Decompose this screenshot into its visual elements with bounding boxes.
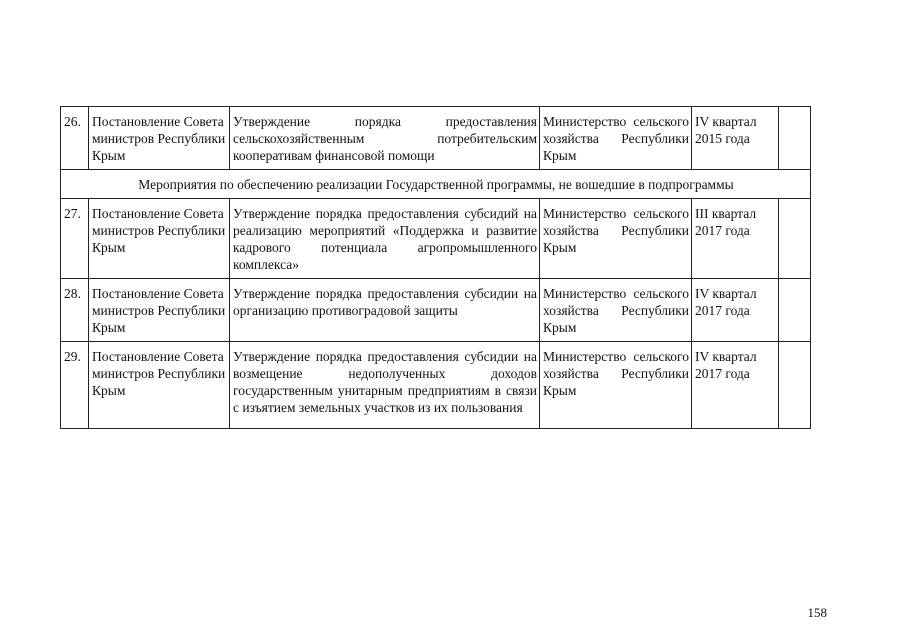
- row-number: 26.: [61, 107, 89, 170]
- document-type: Постановление Совета министров Республики Крым: [89, 279, 230, 342]
- responsible-executor: Министерство сельского хозяйства Республики Крым: [540, 107, 692, 170]
- table-row: [61, 279, 811, 342]
- document-content: Утверждение порядка предоставления субсидии на возмещение недополученных доходов государственным унитарным предприятиям в связи с изъятием земельных участков из их пользования: [230, 342, 540, 429]
- deadline: III квартал 2017 года: [692, 199, 779, 279]
- measures-table: [60, 106, 811, 429]
- empty-cell: [779, 279, 811, 342]
- section-heading: Мероприятия по обеспечению реализации Государственной программы, не вошедшие в подпрограммы: [61, 170, 811, 199]
- document-type: Постановление Совета министров Республики Крым: [89, 107, 230, 170]
- section-row: [61, 170, 811, 199]
- empty-cell: [779, 199, 811, 279]
- responsible-executor: Министерство сельского хозяйства Республики Крым: [540, 199, 692, 279]
- deadline: IV квартал 2017 года: [692, 279, 779, 342]
- table-row: [61, 342, 811, 429]
- row-number: 27.: [61, 199, 89, 279]
- document-type: Постановление Совета министров Республики Крым: [89, 342, 230, 429]
- responsible-executor: Министерство сельского хозяйства Республики Крым: [540, 279, 692, 342]
- empty-cell: [779, 342, 811, 429]
- empty-cell: [779, 107, 811, 170]
- document-content: Утверждение порядка предоставления субсидий на реализацию мероприятий «Поддержка и развитие кадрового потенциала агропромышленного комплекса»: [230, 199, 540, 279]
- row-number: 28.: [61, 279, 89, 342]
- page-number: 158: [807, 605, 827, 620]
- document-content: Утверждение порядка предоставления субсидии на организацию противоградовой защиты: [230, 279, 540, 342]
- responsible-executor: Министерство сельского хозяйства Республики Крым: [540, 342, 692, 429]
- table-row: [61, 107, 811, 170]
- document-type: Постановление Совета министров Республики Крым: [89, 199, 230, 279]
- deadline: IV квартал 2017 года: [692, 342, 779, 429]
- table-row: [61, 199, 811, 279]
- row-number: 29.: [61, 342, 89, 429]
- document-content: Утверждение порядка предоставления сельскохозяйственным потребительским кооперативам финансовой помощи: [230, 107, 540, 170]
- deadline: IV квартал 2015 года: [692, 107, 779, 170]
